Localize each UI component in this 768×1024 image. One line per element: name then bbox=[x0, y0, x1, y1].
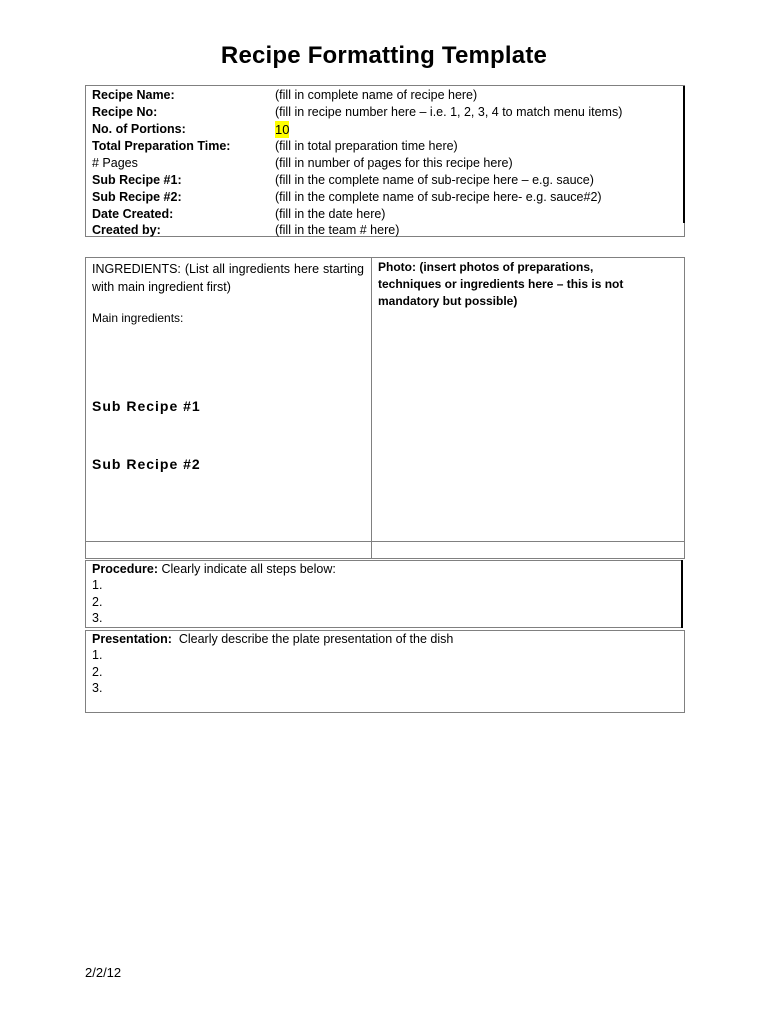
ingredients-heading: INGREDIENTS: (List all ingredients here starting with main ingredient first) bbox=[92, 262, 364, 294]
info-row-portions bbox=[86, 121, 684, 138]
presentation-step-2: 2. bbox=[92, 665, 103, 679]
created-by-label: Created by: bbox=[92, 223, 161, 237]
procedure-step-3: 3. bbox=[92, 611, 103, 625]
sub-recipe-2-heading: Sub Recipe #2 bbox=[92, 456, 201, 472]
info-row-recipe-name bbox=[86, 87, 684, 104]
info-row-sub-recipe-2 bbox=[86, 189, 684, 206]
procedure-step-2: 2. bbox=[92, 595, 103, 609]
info-row-prep-time bbox=[86, 138, 684, 155]
sub-recipe-1-heading: Sub Recipe #1 bbox=[92, 398, 201, 414]
info-row-recipe-no bbox=[86, 104, 684, 121]
sub-recipe-2-label: Sub Recipe #2: bbox=[92, 190, 182, 204]
presentation-step-1: 1. bbox=[92, 648, 103, 662]
row-divider bbox=[86, 541, 684, 542]
presentation-heading bbox=[92, 632, 453, 646]
presentation-label: Presentation: bbox=[92, 632, 172, 646]
procedure-edge-line bbox=[681, 560, 683, 628]
page-title: Recipe Formatting Template bbox=[220, 42, 548, 69]
presentation-text: Clearly describe the plate presentation of the dish bbox=[171, 632, 454, 646]
presentation-section bbox=[85, 630, 685, 713]
pages-value: (fill in number of pages for this recipe here) bbox=[275, 156, 513, 170]
date-created-value: (fill in the date here) bbox=[275, 207, 386, 221]
procedure-text: Clearly indicate all steps below: bbox=[158, 562, 336, 576]
footer-date: 2/2/12 bbox=[85, 965, 122, 980]
pages-label: # Pages bbox=[92, 156, 138, 170]
recipe-no-value: (fill in recipe number here – i.e. 1, 2, 3, 4 to match menu items) bbox=[275, 105, 623, 119]
prep-time-value: (fill in total preparation time here) bbox=[275, 139, 458, 153]
info-row-date-created bbox=[86, 206, 684, 223]
info-row-pages bbox=[86, 155, 684, 172]
created-by-value: (fill in the team # here) bbox=[275, 223, 400, 237]
column-divider bbox=[371, 258, 372, 558]
main-ingredients-label: Main ingredients: bbox=[92, 311, 184, 325]
recipe-name-label: Recipe Name: bbox=[92, 88, 175, 102]
ingredients-photo-table bbox=[85, 257, 685, 559]
procedure-label: Procedure: bbox=[92, 562, 158, 576]
presentation-step-3: 3. bbox=[92, 681, 103, 695]
recipe-no-label: Recipe No: bbox=[92, 105, 158, 119]
procedure-step-1: 1. bbox=[92, 578, 103, 592]
photo-instructions: Photo: (insert photos of preparations, techniques or ingredients here – this is not mandatory but possible) bbox=[378, 260, 624, 308]
date-created-label: Date Created: bbox=[92, 207, 174, 221]
procedure-section bbox=[85, 560, 683, 628]
recipe-name-value: (fill in complete name of recipe here) bbox=[275, 88, 478, 102]
portions-label: No. of Portions: bbox=[92, 122, 186, 136]
info-row-sub-recipe-1 bbox=[86, 172, 684, 189]
sub-recipe-1-value: (fill in the complete name of sub-recipe here – e.g. sauce) bbox=[275, 173, 594, 187]
sub-recipe-1-label: Sub Recipe #1: bbox=[92, 173, 182, 187]
sub-recipe-2-value: (fill in the complete name of sub-recipe here- e.g. sauce#2) bbox=[275, 190, 602, 204]
prep-time-label: Total Preparation Time: bbox=[92, 139, 231, 153]
portions-value: 10 bbox=[275, 122, 290, 137]
recipe-info-table bbox=[85, 85, 685, 237]
info-row-created-by bbox=[86, 222, 684, 239]
procedure-heading bbox=[92, 562, 336, 576]
